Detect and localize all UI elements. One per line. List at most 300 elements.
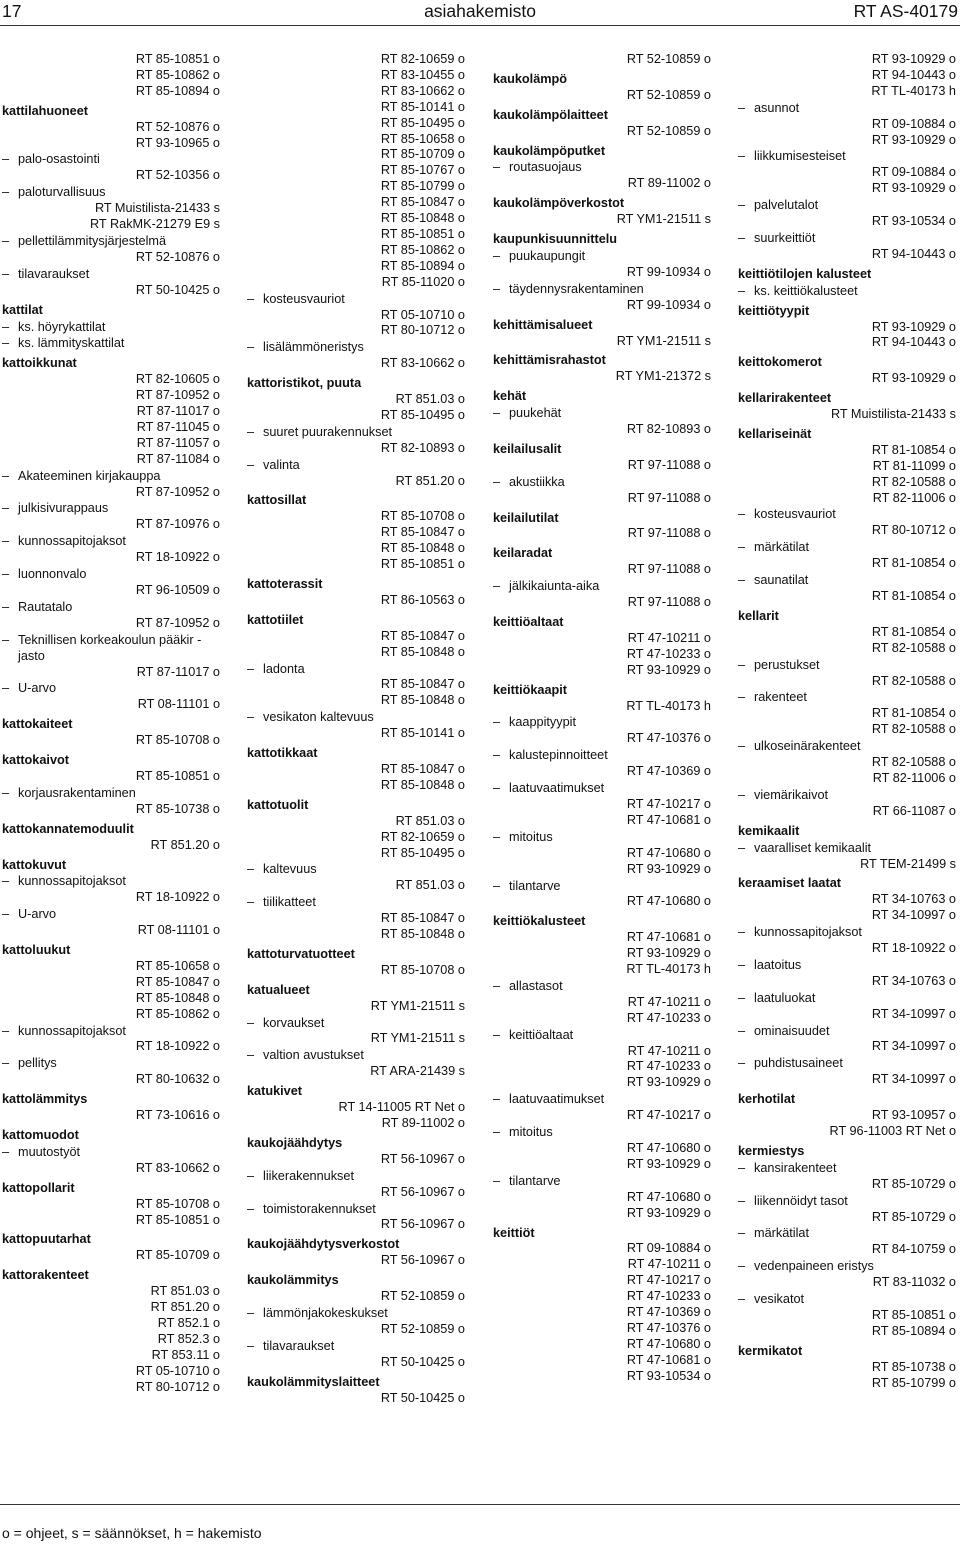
index-subterm: – tilantarve bbox=[493, 1174, 711, 1190]
index-reference: RT 85-10851 o bbox=[871, 1307, 956, 1322]
index-reference: RT 99-10934 o bbox=[626, 264, 711, 279]
index-reference: RT 87-10952 o bbox=[135, 388, 220, 403]
index-reference: RT 81-10854 o bbox=[871, 624, 956, 639]
index-reference: RT 47-10681 o bbox=[626, 812, 711, 827]
index-reference: RT 47-10680 o bbox=[626, 1189, 711, 1204]
index-term: kattoluukut bbox=[2, 943, 71, 958]
index-reference: RT 09-10884 o bbox=[626, 1241, 711, 1256]
index-reference: RT 08-11101 o bbox=[137, 923, 220, 938]
index-reference: RT 82-10659 o bbox=[380, 829, 465, 844]
index-subterm: – viemärikaivot bbox=[738, 788, 956, 804]
index-reference: RT 81-10854 o bbox=[871, 706, 956, 721]
index-term: keraamiset laatat bbox=[738, 876, 841, 891]
index-subterm: – laatoitus bbox=[738, 958, 956, 974]
index-reference: RT 84-10759 o bbox=[871, 1242, 956, 1257]
footer-rule bbox=[0, 1504, 960, 1505]
index-reference: RT 47-10680 o bbox=[626, 845, 711, 860]
index-term: kaukolämmitys bbox=[247, 1273, 339, 1288]
index-reference: RT 47-10233 o bbox=[626, 646, 711, 661]
index-reference: RT 89-11002 o bbox=[627, 176, 711, 191]
index-reference: RT 52-10356 o bbox=[135, 168, 220, 183]
index-subterm: – vedenpaineen eristys bbox=[738, 1259, 956, 1275]
index-subterm: – suuret puurakennukset bbox=[247, 425, 465, 441]
index-reference: RT 85-10847 o bbox=[380, 677, 465, 692]
index-reference: RT 34-10997 o bbox=[871, 1039, 956, 1054]
index-term: kellariseinät bbox=[738, 426, 812, 441]
index-subterm: – mitoitus bbox=[493, 830, 711, 846]
index-term: kattotikkaat bbox=[247, 746, 318, 761]
index-subterm: – kansirakenteet bbox=[738, 1161, 956, 1177]
index-reference: RT 52-10859 o bbox=[380, 1321, 465, 1336]
index-subterm: – ks. keittiökalusteet bbox=[738, 284, 956, 300]
index-subterm: – kunnossapitojaksot bbox=[2, 874, 220, 890]
index-reference: RT 97-11088 o bbox=[627, 457, 711, 472]
index-reference: RT 851.03 o bbox=[150, 1284, 220, 1299]
index-subterm: – liikennöidyt tasot bbox=[738, 1194, 956, 1210]
index-reference: RT 85-10708 o bbox=[135, 733, 220, 748]
index-reference: RT 85-10708 o bbox=[380, 962, 465, 977]
index-reference: RT 85-10141 o bbox=[380, 99, 465, 114]
index-reference: RT 34-10763 o bbox=[871, 973, 956, 988]
index-subterm: – paloturvallisuus bbox=[2, 185, 220, 201]
index-term: kattokaiteet bbox=[2, 717, 73, 732]
index-reference: RT YM1-21511 s bbox=[616, 333, 711, 348]
index-subterm: – kunnossapitojaksot bbox=[2, 1024, 220, 1040]
index-reference: RT 47-10217 o bbox=[626, 1108, 711, 1123]
index-reference: RT 93-10957 o bbox=[871, 1108, 956, 1123]
index-subterm: – kaltevuus bbox=[247, 862, 465, 878]
index-reference: RT 94-10443 o bbox=[871, 67, 956, 82]
index-reference: RT 97-11088 o bbox=[627, 526, 711, 541]
index-term: kaukolämpö bbox=[493, 71, 568, 86]
footer-legend: o = ohjeet, s = säännökset, h = hakemisto bbox=[2, 1525, 262, 1541]
index-term: kattopollarit bbox=[2, 1180, 75, 1195]
index-subterm-continuation: jasto bbox=[18, 648, 45, 663]
index-reference: RT 85-10848 o bbox=[380, 777, 465, 792]
index-subterm: – U-arvo bbox=[2, 681, 220, 697]
index-reference: RT 85-10851 o bbox=[135, 1212, 220, 1227]
index-reference: RT 85-10848 o bbox=[380, 644, 465, 659]
index-column-4 bbox=[738, 52, 956, 1392]
index-term: keittokomerot bbox=[738, 355, 822, 370]
index-term: kermiestys bbox=[738, 1143, 805, 1158]
index-reference: RT 14-11005 RT Net o bbox=[338, 1100, 465, 1115]
index-reference: RT 852.3 o bbox=[157, 1331, 220, 1346]
index-reference: RT 47-10233 o bbox=[626, 1010, 711, 1025]
index-term: kattopuutarhat bbox=[2, 1232, 91, 1247]
index-reference: RT 47-10681 o bbox=[626, 1352, 711, 1367]
index-reference: RT TL-40173 h bbox=[626, 698, 711, 713]
index-reference: RT 85-10799 o bbox=[871, 1375, 956, 1390]
index-reference: RT 93-10929 o bbox=[626, 861, 711, 876]
index-reference: RT 47-10680 o bbox=[626, 894, 711, 909]
index-reference: RT 89-11002 o bbox=[381, 1116, 465, 1130]
index-reference: RT YM1-21511 s bbox=[370, 1031, 465, 1046]
index-reference: RT 82-10588 o bbox=[871, 755, 956, 770]
index-column-1 bbox=[2, 52, 220, 1396]
index-reference: RT 80-10712 o bbox=[380, 323, 465, 338]
index-reference: RT 94-10443 o bbox=[871, 335, 956, 350]
index-term: kattilahuoneet bbox=[2, 103, 89, 118]
index-reference: RT 85-10894 o bbox=[135, 83, 220, 98]
index-reference: RT 52-10859 o bbox=[626, 52, 711, 66]
index-subterm: – tiilikatteet bbox=[247, 895, 465, 911]
index-reference: RT YM1-21511 s bbox=[616, 212, 711, 227]
index-term: kehittämisalueet bbox=[493, 317, 593, 332]
index-term: kaukolämpölaitteet bbox=[493, 107, 608, 122]
index-term: kattoterassit bbox=[247, 577, 323, 591]
index-reference: RT 94-10443 o bbox=[871, 246, 956, 261]
index-reference: RT 93-10929 o bbox=[626, 1156, 711, 1171]
index-reference: RT 85-10862 o bbox=[380, 242, 465, 257]
index-reference: RT 50-10425 o bbox=[135, 282, 220, 297]
index-reference: RT TL-40173 h bbox=[871, 83, 956, 98]
index-reference: RT 18-10922 o bbox=[135, 550, 220, 565]
index-reference: RT 82-11006 o bbox=[872, 490, 956, 505]
index-subterm: – ks. lämmityskattilat bbox=[2, 336, 220, 352]
index-reference: RT 83-10662 o bbox=[380, 356, 465, 371]
index-reference: RT TEM-21499 s bbox=[860, 856, 956, 871]
index-reference: RT 47-10369 o bbox=[626, 1305, 711, 1320]
index-subterm: – märkätilat bbox=[738, 540, 956, 556]
index-term: kellarirakenteet bbox=[738, 391, 832, 406]
index-term: kattilat bbox=[2, 302, 43, 317]
index-subterm: – muutostyöt bbox=[2, 1145, 220, 1161]
index-term: kermikatot bbox=[738, 1343, 803, 1358]
index-term: kemikaalit bbox=[738, 823, 800, 838]
index-reference: RT 56-10967 o bbox=[380, 1253, 465, 1268]
index-reference: RT 56-10967 o bbox=[380, 1151, 465, 1166]
index-reference: RT 85-10658 o bbox=[135, 958, 220, 973]
index-reference: RT 85-10851 o bbox=[380, 557, 465, 572]
index-term: kaukojäähdytys bbox=[247, 1135, 343, 1150]
index-reference: RT 47-10376 o bbox=[626, 731, 711, 746]
index-term: kaukolämpöputket bbox=[493, 143, 606, 158]
index-reference: RT 83-10662 o bbox=[380, 83, 465, 98]
index-reference: RT 85-10738 o bbox=[135, 801, 220, 816]
index-term: kattokaivot bbox=[2, 753, 69, 768]
index-reference: RT 47-10233 o bbox=[626, 1059, 711, 1074]
index-term: kellarit bbox=[738, 608, 779, 623]
index-term: keilailusalit bbox=[493, 441, 562, 456]
index-reference: RT 85-10847 o bbox=[380, 628, 465, 643]
index-term: kattokannatemoduulit bbox=[2, 821, 134, 836]
index-reference: RT 93-10929 o bbox=[871, 371, 956, 386]
index-subterm: – palo-osastointi bbox=[2, 152, 220, 168]
index-term: keilaradat bbox=[493, 546, 553, 561]
index-reference: RT 52-10859 o bbox=[380, 1289, 465, 1304]
index-column-2 bbox=[247, 52, 465, 1406]
index-reference: RT 87-11084 o bbox=[136, 451, 220, 466]
index-reference: RT 82-10893 o bbox=[380, 440, 465, 455]
index-subterm: – julkisivurappaus bbox=[2, 501, 220, 517]
index-reference: RT 85-10862 o bbox=[135, 67, 220, 82]
index-reference: RT YM1-21372 s bbox=[615, 369, 711, 384]
index-reference: RT 18-10922 o bbox=[871, 941, 956, 956]
index-reference: RT 851.03 o bbox=[395, 813, 465, 828]
index-term: kerhotilat bbox=[738, 1092, 796, 1107]
index-reference: RT 82-11006 o bbox=[872, 770, 956, 785]
index-subterm: – märkätilat bbox=[738, 1226, 956, 1242]
index-reference: RT 81-10854 o bbox=[871, 589, 956, 603]
index-reference: RT 85-10709 o bbox=[135, 1248, 220, 1263]
index-reference: RT 47-10217 o bbox=[626, 796, 711, 811]
index-subterm: – puukehät bbox=[493, 406, 711, 422]
index-reference: RT 85-10495 o bbox=[380, 845, 465, 860]
index-reference: RT 85-10851 o bbox=[380, 226, 465, 241]
index-reference: RT 50-10425 o bbox=[380, 1390, 465, 1405]
index-subterm: – kosteusvauriot bbox=[738, 507, 956, 523]
index-reference: RT 851.03 o bbox=[395, 878, 465, 893]
index-subterm: – pellitys bbox=[2, 1056, 220, 1072]
index-subterm: – korjausrakentaminen bbox=[2, 786, 220, 802]
index-reference: RT 85-10862 o bbox=[135, 1006, 220, 1021]
index-reference: RT 87-10952 o bbox=[135, 615, 220, 630]
index-subterm: – saunatilat bbox=[738, 573, 956, 589]
index-reference: RT 18-10922 o bbox=[135, 1039, 220, 1054]
index-reference: RT 09-10884 o bbox=[871, 165, 956, 180]
index-reference: RT YM1-21511 s bbox=[370, 998, 465, 1013]
index-reference: RT 85-10709 o bbox=[380, 147, 465, 162]
index-reference: RT 52-10876 o bbox=[135, 249, 220, 264]
index-subterm: – mitoitus bbox=[493, 1125, 711, 1141]
index-reference: RT 93-10929 o bbox=[626, 662, 711, 677]
index-reference: RT 85-10708 o bbox=[380, 509, 465, 524]
index-reference: RT 85-10729 o bbox=[871, 1176, 956, 1191]
index-reference: RT 85-11020 o bbox=[381, 274, 465, 289]
index-subterm: – Rautatalo bbox=[2, 600, 220, 616]
index-reference: RT 85-10799 o bbox=[380, 179, 465, 194]
index-reference: RT 34-10763 o bbox=[871, 892, 956, 907]
index-reference: RT 85-10729 o bbox=[871, 1209, 956, 1224]
index-subterm: – Teknillisen korkeakoulun pääkir - bbox=[2, 633, 220, 649]
index-term: keittiökalusteet bbox=[493, 914, 586, 929]
index-reference: RT 85-10141 o bbox=[380, 726, 465, 741]
index-reference: RT 87-11045 o bbox=[136, 419, 220, 434]
index-reference: RT RakMK-21279 E9 s bbox=[90, 217, 220, 232]
index-reference: RT 851.20 o bbox=[150, 1300, 220, 1315]
index-reference: RT 96-11003 RT Net o bbox=[829, 1124, 956, 1138]
index-reference: RT 851.03 o bbox=[395, 392, 465, 407]
index-subterm: – kunnossapitojaksot bbox=[2, 534, 220, 550]
section-title: asiahakemisto bbox=[424, 1, 536, 21]
index-reference: RT 81-11099 o bbox=[872, 458, 956, 473]
index-subterm: – luonnonvalo bbox=[2, 567, 220, 583]
index-subterm: – kaappityypit bbox=[493, 715, 711, 731]
index-subterm: – lämmönjakokeskukset bbox=[247, 1306, 465, 1322]
index-reference: RT 85-10658 o bbox=[380, 131, 465, 146]
index-reference: RT 09-10884 o bbox=[871, 116, 956, 131]
index-reference: RT 85-10894 o bbox=[380, 258, 465, 273]
index-term: kaupunkisuunnittelu bbox=[493, 232, 618, 247]
index-term: kattokuvut bbox=[2, 857, 67, 872]
index-subterm: – tilavaraukset bbox=[247, 1339, 465, 1355]
index-term: keittiötilojen kalusteet bbox=[738, 266, 872, 281]
index-reference: RT 82-10605 o bbox=[135, 372, 220, 387]
index-subterm: – vaaralliset kemikaalit bbox=[738, 841, 956, 857]
index-reference: RT 18-10922 o bbox=[135, 890, 220, 905]
index-reference: RT 47-10233 o bbox=[626, 1289, 711, 1304]
index-reference: RT 47-10211 o bbox=[627, 630, 711, 645]
index-reference: RT 87-10952 o bbox=[135, 484, 220, 499]
page-number: 17 bbox=[2, 1, 22, 21]
index-reference: RT 52-10859 o bbox=[626, 87, 711, 102]
index-subterm: – laatuvaatimukset bbox=[493, 781, 711, 797]
index-reference: RT 47-10211 o bbox=[627, 1257, 711, 1272]
index-reference: RT 97-11088 o bbox=[627, 490, 711, 505]
index-subterm: – suurkeittiöt bbox=[738, 231, 956, 247]
index-reference: RT 34-10997 o bbox=[871, 908, 956, 923]
header-rule bbox=[0, 25, 960, 26]
index-term: kaukolämmityslaitteet bbox=[247, 1374, 380, 1389]
index-term: kattosillat bbox=[247, 493, 307, 508]
index-reference: RT 93-10929 o bbox=[871, 181, 956, 196]
index-subterm: – tilavaraukset bbox=[2, 267, 220, 283]
index-reference: RT 87-11017 o bbox=[136, 404, 220, 419]
index-term: kehät bbox=[493, 389, 527, 404]
index-reference: RT 47-10680 o bbox=[626, 1336, 711, 1351]
index-reference: RT 52-10876 o bbox=[135, 119, 220, 134]
index-reference: RT 85-10851 o bbox=[135, 52, 220, 66]
index-reference: RT 93-10965 o bbox=[135, 135, 220, 150]
index-subterm: – täydennysrakentaminen bbox=[493, 282, 711, 298]
index-reference: RT 85-10847 o bbox=[135, 974, 220, 989]
index-subterm: – Akateeminen kirjakauppa bbox=[2, 469, 220, 485]
index-reference: RT 47-10681 o bbox=[626, 930, 711, 945]
index-reference: RT 93-10929 o bbox=[626, 1205, 711, 1220]
index-reference: RT 97-11088 o bbox=[627, 595, 711, 610]
index-reference: RT 85-10894 o bbox=[871, 1323, 956, 1338]
index-reference: RT 73-10616 o bbox=[135, 1108, 220, 1123]
index-reference: RT 851.20 o bbox=[150, 837, 220, 852]
index-subterm: – liikerakennukset bbox=[247, 1169, 465, 1185]
index-subterm: – valtion avustukset bbox=[247, 1048, 465, 1064]
index-subterm: – vesikatot bbox=[738, 1292, 956, 1308]
index-subterm: – liikkumisesteiset bbox=[738, 149, 956, 165]
index-reference: RT 82-10588 o bbox=[871, 640, 956, 655]
index-term: katualueet bbox=[247, 982, 310, 997]
index-reference: RT 93-10929 o bbox=[871, 319, 956, 334]
index-reference: RT 93-10534 o bbox=[871, 214, 956, 229]
index-reference: RT 85-10738 o bbox=[871, 1359, 956, 1374]
index-subterm: – pellettilämmitysjärjestelmä bbox=[2, 234, 220, 250]
index-reference: RT 85-10495 o bbox=[380, 407, 465, 422]
index-subterm: – puhdistusaineet bbox=[738, 1056, 956, 1072]
index-reference: RT 05-10710 o bbox=[380, 307, 465, 322]
index-reference: RT 86-10563 o bbox=[380, 592, 465, 607]
index-term: katukivet bbox=[247, 1084, 303, 1099]
index-subterm: – routasuojaus bbox=[493, 160, 711, 176]
index-reference: RT 50-10425 o bbox=[380, 1354, 465, 1369]
index-reference: RT 93-10929 o bbox=[626, 946, 711, 961]
index-term: kaukolämpöverkostot bbox=[493, 196, 625, 211]
index-reference: RT 80-10632 o bbox=[135, 1072, 220, 1087]
index-term: kattotiilet bbox=[247, 612, 304, 627]
index-reference: RT 87-11057 o bbox=[136, 435, 220, 450]
index-reference: RT TL-40173 h bbox=[626, 962, 711, 977]
index-reference: RT 85-10848 o bbox=[380, 693, 465, 708]
index-reference: RT 47-10369 o bbox=[626, 764, 711, 779]
index-reference: RT Muistilista-21433 s bbox=[830, 407, 956, 422]
index-term: keittiökaapit bbox=[493, 682, 568, 697]
index-term: kaukojäähdytysverkostot bbox=[247, 1237, 400, 1252]
index-reference: RT 47-10211 o bbox=[627, 1043, 711, 1058]
index-reference: RT 97-11088 o bbox=[627, 562, 711, 577]
index-reference: RT 80-10712 o bbox=[135, 1379, 220, 1394]
index-term: kattoturvatuotteet bbox=[247, 946, 355, 961]
index-reference: RT 82-10588 o bbox=[871, 474, 956, 489]
index-reference: RT 85-10848 o bbox=[135, 990, 220, 1005]
index-reference: RT ARA-21439 s bbox=[370, 1064, 465, 1079]
index-reference: RT 81-10854 o bbox=[871, 556, 956, 571]
index-term: kattoristikot, puuta bbox=[247, 376, 362, 391]
index-subterm: – lisälämmöneristys bbox=[247, 340, 465, 356]
document-id: RT AS-40179 bbox=[853, 1, 958, 21]
index-reference: RT 85-10847 o bbox=[380, 525, 465, 540]
index-reference: RT 52-10859 o bbox=[626, 123, 711, 138]
index-reference: RT 85-10851 o bbox=[135, 768, 220, 783]
index-reference: RT 08-11101 o bbox=[137, 697, 220, 712]
index-reference: RT 83-11032 o bbox=[872, 1275, 956, 1290]
index-subterm: – palvelutalot bbox=[738, 198, 956, 214]
index-subterm: – vesikaton kaltevuus bbox=[247, 710, 465, 726]
index-term: kattorakenteet bbox=[2, 1268, 89, 1283]
index-reference: RT 85-10848 o bbox=[380, 211, 465, 226]
index-reference: RT 85-10708 o bbox=[135, 1196, 220, 1211]
index-term: kattomuodot bbox=[2, 1128, 79, 1142]
index-term: kattotuolit bbox=[247, 797, 309, 812]
index-reference: RT 93-10929 o bbox=[626, 1075, 711, 1090]
index-reference: RT 85-10767 o bbox=[380, 163, 465, 178]
index-subterm: – asunnot bbox=[738, 101, 956, 117]
index-subterm: – jälkikaiunta-aika bbox=[493, 579, 711, 595]
index-reference: RT 47-10680 o bbox=[626, 1141, 711, 1155]
index-subterm: – ks. höyrykattilat bbox=[2, 320, 220, 336]
index-term: keittiötyypit bbox=[738, 303, 810, 318]
index-reference: RT 85-10847 o bbox=[380, 761, 465, 776]
index-reference: RT 82-10588 o bbox=[871, 673, 956, 688]
index-reference: RT 34-10997 o bbox=[871, 1006, 956, 1021]
index-reference: RT 34-10997 o bbox=[871, 1072, 956, 1087]
index-term: kattoikkunat bbox=[2, 356, 77, 371]
index-subterm: – ulkoseinärakenteet bbox=[738, 739, 956, 755]
index-reference: RT 81-10854 o bbox=[871, 442, 956, 457]
index-subterm: – puukaupungit bbox=[493, 249, 711, 265]
index-subterm: – ladonta bbox=[247, 662, 465, 678]
index-subterm: – perustukset bbox=[738, 658, 956, 674]
index-subterm: – korvaukset bbox=[247, 1016, 465, 1032]
index-subterm: – akustiikka bbox=[493, 475, 711, 491]
index-subterm: – laatuluokat bbox=[738, 991, 956, 1007]
index-reference: RT 85-10847 o bbox=[380, 195, 465, 210]
index-reference: RT 85-10848 o bbox=[380, 541, 465, 556]
index-reference: RT 82-10588 o bbox=[871, 722, 956, 737]
index-reference: RT 851.20 o bbox=[395, 473, 465, 488]
page-header bbox=[0, 0, 960, 24]
index-reference: RT 85-10495 o bbox=[380, 115, 465, 130]
index-reference: RT 47-10376 o bbox=[626, 1320, 711, 1335]
index-reference: RT Muistilista-21433 s bbox=[94, 201, 220, 216]
index-reference: RT 87-10976 o bbox=[135, 517, 220, 532]
index-term: keittiöt bbox=[493, 1225, 535, 1240]
index-reference: RT 82-10893 o bbox=[626, 422, 711, 437]
index-reference: RT 85-10848 o bbox=[380, 927, 465, 942]
index-reference: RT 83-10455 o bbox=[380, 67, 465, 82]
index-reference: RT 93-10929 o bbox=[871, 132, 956, 147]
index-reference: RT 47-10211 o bbox=[627, 994, 711, 1009]
index-reference: RT 853.11 o bbox=[151, 1347, 220, 1362]
index-reference: RT 83-10662 o bbox=[135, 1160, 220, 1175]
